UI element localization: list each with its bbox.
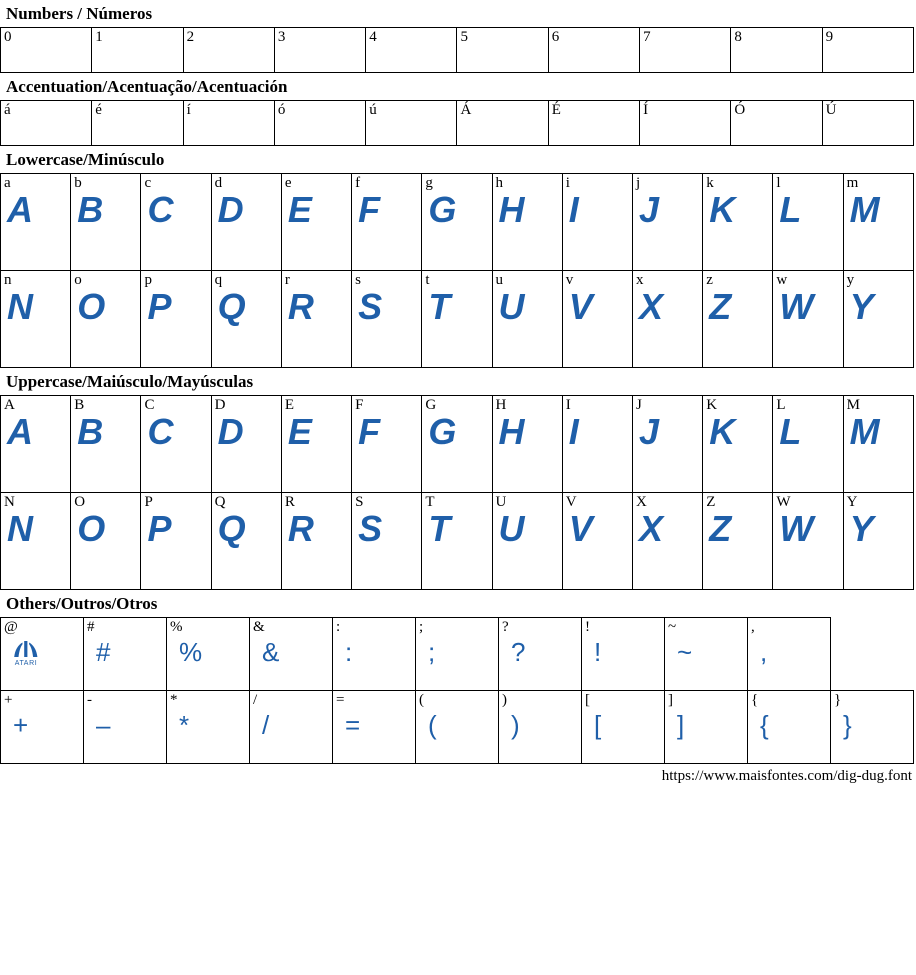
glyph-cell	[167, 691, 250, 764]
glyph-cell	[183, 101, 274, 146]
glyph-cell	[1, 28, 92, 73]
glyph-sample: V	[568, 508, 592, 549]
glyph-cell	[843, 493, 913, 590]
section-title-uppercase: Uppercase/Maiúsculo/Mayúsculas	[6, 372, 254, 391]
lowercase-table	[0, 173, 914, 368]
glyph-cell	[250, 618, 333, 691]
glyph-sample: U	[498, 508, 524, 549]
glyph-cell	[640, 28, 731, 73]
glyph-label: ~	[668, 619, 677, 635]
glyph-cell	[416, 618, 499, 691]
glyph-cell	[1, 174, 71, 271]
glyph-sample: E	[287, 411, 311, 452]
glyph-cell	[492, 493, 562, 590]
glyph-label: +	[4, 692, 13, 708]
glyph-sample: U	[498, 286, 524, 327]
glyph-label: l	[776, 175, 781, 191]
glyph-label: :	[336, 619, 341, 635]
glyph-sample: Z	[709, 286, 731, 327]
glyph-cell	[831, 691, 914, 764]
glyph-sample: O	[77, 286, 105, 327]
glyph-cell	[1, 493, 71, 590]
glyph-label: H	[495, 397, 507, 413]
glyph-sample: #	[96, 637, 110, 667]
glyph-label: L	[776, 397, 786, 413]
glyph-cell	[141, 396, 211, 493]
glyph-cell	[71, 271, 141, 368]
glyph-sample: ;	[428, 637, 435, 667]
glyph-label: i	[565, 175, 570, 191]
glyph-cell	[352, 493, 422, 590]
glyph-sample: –	[96, 710, 110, 740]
glyph-label: É	[551, 102, 561, 118]
glyph-cell	[366, 101, 457, 146]
glyph-label: m	[846, 175, 859, 191]
glyph-label: e	[284, 175, 292, 191]
glyph-cell	[250, 691, 333, 764]
glyph-sample: D	[217, 411, 243, 452]
glyph-label: 8	[734, 29, 742, 45]
glyph-sample: V	[568, 286, 592, 327]
glyph-label: g	[425, 175, 433, 191]
glyph-label: 3	[277, 29, 286, 45]
glyph-cell	[1, 271, 71, 368]
glyph-label: í	[186, 102, 191, 118]
glyph-label: Ó	[734, 102, 746, 118]
glyph-label: K	[706, 397, 718, 413]
glyph-label: 1	[95, 29, 103, 45]
table-row	[1, 271, 914, 368]
glyph-cell	[703, 174, 773, 271]
section-title-others: Others/Outros/Otros	[6, 594, 158, 613]
glyph-sample: F	[358, 189, 380, 230]
section-title-accentuation: Accentuation/Acentuação/Acentuación	[6, 77, 288, 96]
glyph-label: &	[253, 619, 265, 635]
glyph-sample: R	[287, 508, 313, 549]
glyph-cell	[92, 28, 183, 73]
glyph-sample: D	[217, 189, 243, 230]
glyph-label: N	[4, 494, 15, 510]
glyph-cell	[352, 271, 422, 368]
glyph-sample: G	[428, 189, 456, 230]
glyph-cell	[632, 396, 702, 493]
table-row	[1, 174, 914, 271]
glyph-label: Y	[846, 494, 858, 510]
glyph-cell	[548, 101, 639, 146]
glyph-sample: {	[760, 710, 768, 740]
glyph-label: 7	[643, 29, 651, 45]
table-row	[1, 396, 914, 493]
glyph-label: *	[170, 692, 178, 708]
glyph-label: !	[585, 619, 590, 635]
glyph-cell	[422, 271, 492, 368]
glyph-label: 9	[825, 29, 834, 45]
glyph-cell	[562, 396, 632, 493]
glyph-cell	[731, 101, 822, 146]
glyph-label: ?	[502, 619, 509, 635]
glyph-sample: A	[7, 411, 32, 452]
glyph-label: j	[635, 175, 641, 191]
glyph-label: 6	[551, 29, 560, 45]
glyph-label: o	[74, 272, 82, 288]
glyph-sample: S	[358, 286, 382, 327]
glyph-sample: E	[287, 189, 311, 230]
glyph-cell	[703, 493, 773, 590]
glyph-label: =	[336, 692, 345, 708]
glyph-cell	[843, 271, 913, 368]
glyph-cell	[211, 174, 281, 271]
glyph-cell	[773, 271, 843, 368]
glyph-sample: I	[568, 189, 578, 230]
glyph-cell	[281, 493, 351, 590]
glyph-label: q	[214, 272, 223, 288]
glyph-label: E	[284, 397, 295, 413]
glyph-sample: *	[179, 710, 189, 740]
glyph-sample: I	[568, 411, 578, 452]
glyph-sample: )	[511, 710, 519, 740]
glyph-cell	[665, 618, 748, 691]
glyph-label: u	[495, 272, 504, 288]
glyph-sample: H	[498, 411, 524, 452]
glyph-sample: M	[849, 189, 879, 230]
glyph-sample: L	[779, 189, 801, 230]
glyph-label: ;	[419, 619, 424, 635]
glyph-cell	[492, 174, 562, 271]
glyph-label: Ú	[825, 102, 837, 118]
glyph-cell	[773, 493, 843, 590]
glyph-sample: W	[779, 508, 813, 549]
glyph-cell	[640, 101, 731, 146]
glyph-label: s	[355, 272, 361, 288]
glyph-sample: J	[638, 189, 658, 230]
glyph-label: -	[87, 692, 92, 708]
glyph-cell	[492, 396, 562, 493]
glyph-label: [	[585, 692, 590, 708]
glyph-label: B	[74, 397, 85, 413]
glyph-sample: [	[594, 710, 601, 740]
glyph-sample: W	[779, 286, 813, 327]
glyph-label: T	[425, 494, 435, 510]
glyph-cell	[71, 174, 141, 271]
glyph-sample: B	[77, 189, 103, 230]
glyph-label: Á	[460, 102, 472, 118]
glyph-sample: X	[638, 286, 662, 327]
glyph-cell	[731, 28, 822, 73]
glyph-label: ]	[668, 692, 673, 708]
table-row	[1, 28, 914, 73]
glyph-sample: C	[147, 189, 173, 230]
glyph-label: Z	[706, 494, 716, 510]
glyph-sample: Q	[217, 286, 245, 327]
glyph-cell	[457, 28, 548, 73]
glyph-label: )	[502, 692, 507, 708]
glyph-label: G	[425, 397, 437, 413]
glyph-cell	[141, 174, 211, 271]
glyph-cell	[562, 493, 632, 590]
glyph-cell	[548, 28, 639, 73]
glyph-cell	[632, 493, 702, 590]
glyph-sample: ~	[677, 637, 692, 667]
glyph-cell	[416, 691, 499, 764]
glyph-cell	[183, 28, 274, 73]
glyph-sample: J	[638, 411, 658, 452]
glyph-sample: Y	[849, 508, 873, 549]
glyph-label: @	[4, 619, 18, 635]
glyph-sample: }	[843, 710, 851, 740]
glyph-cell	[274, 101, 365, 146]
glyph-cell	[422, 174, 492, 271]
glyph-cell	[665, 691, 748, 764]
glyph-cell	[71, 396, 141, 493]
glyph-cell	[141, 271, 211, 368]
glyph-sample: /	[262, 710, 269, 740]
glyph-label: x	[635, 272, 644, 288]
glyph-sample: C	[147, 411, 173, 452]
glyph-cell	[352, 174, 422, 271]
glyph-label: J	[635, 397, 642, 413]
glyph-label: b	[74, 175, 82, 191]
glyph-sample: K	[709, 189, 735, 230]
glyph-sample: +	[13, 710, 28, 740]
glyph-label: r	[284, 272, 290, 288]
glyph-label: 4	[369, 29, 377, 45]
glyph-cell	[562, 271, 632, 368]
table-row	[1, 493, 914, 590]
glyph-cell	[748, 618, 831, 691]
glyph-label: á	[4, 102, 11, 118]
glyph-sample: L	[779, 411, 801, 452]
glyph-sample: =	[345, 710, 360, 740]
glyph-cell	[457, 101, 548, 146]
glyph-cell	[843, 174, 913, 271]
glyph-cell	[492, 271, 562, 368]
glyph-label: p	[144, 272, 152, 288]
glyph-sample: X	[638, 508, 662, 549]
glyph-sample: P	[147, 508, 171, 549]
glyph-label: F	[355, 397, 364, 413]
glyph-cell	[632, 271, 702, 368]
glyph-sample: P	[147, 286, 171, 327]
glyph-sample: Z	[709, 508, 731, 549]
glyph-sample: S	[358, 508, 382, 549]
glyph-cell	[84, 618, 167, 691]
glyph-label: é	[95, 102, 102, 118]
glyph-label: a	[4, 175, 11, 191]
glyph-sample: F	[358, 411, 380, 452]
glyph-label: ,	[751, 619, 755, 635]
glyph-cell	[582, 691, 665, 764]
glyph-label: ú	[369, 102, 377, 118]
glyph-cell	[843, 396, 913, 493]
glyph-sample: B	[77, 411, 103, 452]
glyph-cell	[562, 174, 632, 271]
glyph-cell	[822, 101, 913, 146]
glyph-label: t	[425, 272, 430, 288]
glyph-cell	[1, 691, 84, 764]
glyph-label: (	[419, 692, 424, 708]
glyph-cell	[773, 174, 843, 271]
numbers-table	[0, 27, 914, 73]
glyph-label: Q	[214, 494, 226, 510]
glyph-label: X	[635, 494, 647, 510]
glyph-cell	[211, 271, 281, 368]
glyph-label: n	[4, 272, 12, 288]
glyph-sample: G	[428, 411, 456, 452]
glyph-sample: %	[179, 637, 202, 667]
glyph-cell	[822, 28, 913, 73]
glyph-sample: ?	[511, 637, 525, 667]
glyph-label: A	[4, 397, 15, 413]
glyph-label: z	[706, 272, 713, 288]
glyph-cell	[274, 28, 365, 73]
glyph-sample: (	[428, 710, 436, 740]
glyph-cell	[499, 618, 582, 691]
atari-logo-icon	[1, 635, 83, 672]
glyph-label: w	[776, 272, 788, 288]
glyph-label: f	[355, 175, 361, 191]
glyph-cell	[281, 271, 351, 368]
section-title-numbers: Numbers / Números	[6, 4, 153, 23]
source-url[interactable]: https://www.maisfontes.com/dig-dug.font	[661, 768, 912, 784]
glyph-cell	[1, 618, 84, 691]
glyph-label: c	[144, 175, 152, 191]
glyph-cell	[499, 691, 582, 764]
glyph-cell	[352, 396, 422, 493]
glyph-sample: H	[498, 189, 524, 230]
glyph-sample: R	[287, 286, 313, 327]
glyph-label: ó	[277, 102, 286, 118]
glyph-label: d	[214, 175, 223, 191]
glyph-label: O	[74, 494, 86, 510]
glyph-sample: :	[345, 637, 352, 667]
glyph-label: W	[776, 494, 791, 510]
glyph-cell	[1, 396, 71, 493]
glyph-cell	[333, 691, 416, 764]
glyph-sample: Y	[849, 286, 873, 327]
svg-text:ATARI: ATARI	[14, 660, 38, 667]
glyph-label: 0	[4, 29, 12, 45]
glyph-cell	[71, 493, 141, 590]
glyph-sample: ]	[677, 710, 684, 740]
section-title-lowercase: Lowercase/Minúsculo	[6, 150, 165, 169]
glyph-sample: T	[428, 508, 450, 549]
table-row	[1, 691, 914, 764]
glyph-cell	[632, 174, 702, 271]
glyph-label: Í	[643, 102, 649, 118]
glyph-sample: K	[709, 411, 735, 452]
glyph-cell	[141, 493, 211, 590]
glyph-sample: A	[7, 189, 32, 230]
glyph-cell	[748, 691, 831, 764]
glyph-label: h	[495, 175, 504, 191]
glyph-label: R	[284, 494, 295, 510]
glyph-label: {	[751, 692, 759, 708]
glyph-cell	[422, 396, 492, 493]
glyph-label: U	[495, 494, 507, 510]
glyph-label: I	[565, 397, 571, 413]
glyph-cell	[167, 618, 250, 691]
glyph-cell	[703, 271, 773, 368]
glyph-label: k	[706, 175, 714, 191]
glyph-label: #	[87, 619, 95, 635]
glyph-cell	[92, 101, 183, 146]
glyph-sample: T	[428, 286, 450, 327]
glyph-label: /	[253, 692, 258, 708]
glyph-label: P	[144, 494, 153, 510]
glyph-sample: N	[7, 508, 32, 549]
uppercase-table	[0, 395, 914, 590]
glyph-label: v	[565, 272, 574, 288]
glyph-cell	[366, 28, 457, 73]
glyph-cell	[582, 618, 665, 691]
glyph-sample: Q	[217, 508, 245, 549]
glyph-cell	[703, 396, 773, 493]
glyph-label: %	[170, 619, 183, 635]
glyph-sample: N	[7, 286, 32, 327]
glyph-cell	[333, 618, 416, 691]
glyph-label: C	[144, 397, 155, 413]
glyph-cell	[1, 101, 92, 146]
glyph-cell	[281, 174, 351, 271]
glyph-sample: M	[849, 411, 879, 452]
glyph-cell	[281, 396, 351, 493]
glyph-label: 5	[460, 29, 468, 45]
glyph-cell	[211, 493, 281, 590]
glyph-label: }	[834, 692, 842, 708]
glyph-label: 2	[186, 29, 195, 45]
glyph-sample: !	[594, 637, 601, 667]
glyph-sample: O	[77, 508, 105, 549]
glyph-sample: ,	[760, 637, 767, 667]
table-row	[1, 618, 914, 691]
others-table	[0, 617, 914, 764]
glyph-label: S	[355, 494, 364, 510]
accentuation-table	[0, 100, 914, 146]
glyph-sample: &	[262, 637, 279, 667]
glyph-label: D	[214, 397, 226, 413]
glyph-label: V	[565, 494, 577, 510]
glyph-cell	[422, 493, 492, 590]
glyph-cell	[211, 396, 281, 493]
glyph-cell	[84, 691, 167, 764]
glyph-label: y	[846, 272, 855, 288]
table-row	[1, 101, 914, 146]
glyph-cell	[773, 396, 843, 493]
glyph-label: M	[846, 397, 860, 413]
